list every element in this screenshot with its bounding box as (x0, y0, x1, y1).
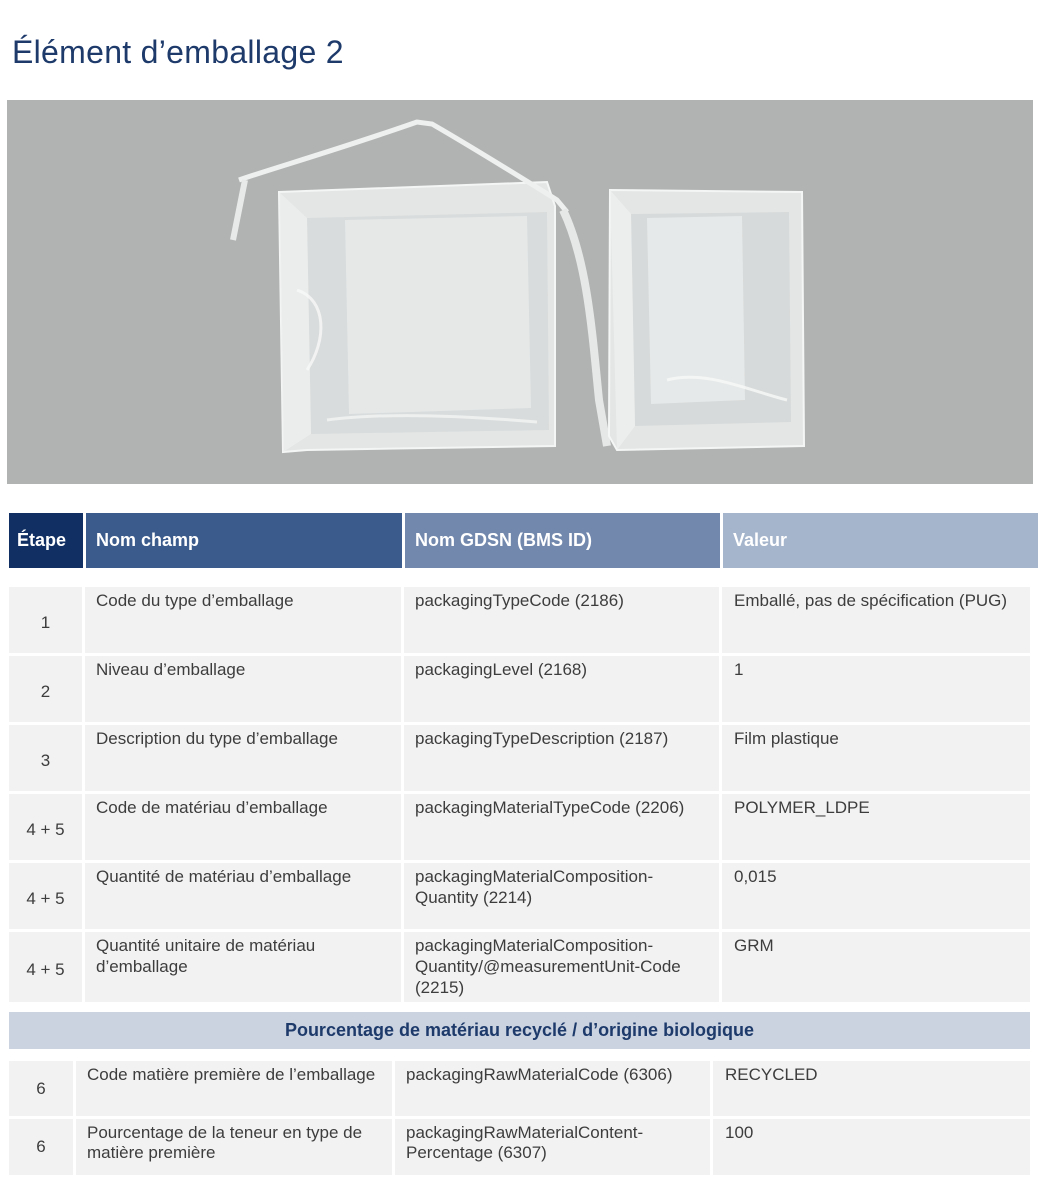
recycled-table (9, 1061, 1030, 1178)
cell-nom-gdsn: packagingMaterialTypeCode (2206) (404, 794, 719, 860)
table-row (9, 863, 1030, 929)
cell-valeur: POLYMER_LDPE (722, 794, 1030, 860)
cell-nom-champ: Code du type d’emballage (85, 587, 401, 653)
table-row (9, 1119, 1030, 1175)
cell-nom-gdsn: packagingRawMaterialContent-Percentage (6307) (395, 1119, 710, 1175)
table-row (9, 587, 1030, 653)
page-title: Élément d’emballage 2 (12, 34, 344, 70)
main-table (9, 587, 1030, 1005)
header-etape: Étape (9, 513, 83, 568)
cell-etape: 1 (9, 587, 82, 653)
cell-valeur: RECYCLED (713, 1061, 1030, 1116)
cell-valeur: Emballé, pas de spécification (PUG) (722, 587, 1030, 653)
cell-valeur: 1 (722, 656, 1030, 722)
header-nom-gdsn: Nom GDSN (BMS ID) (405, 513, 720, 568)
table-row (9, 932, 1030, 1002)
cell-valeur: GRM (722, 932, 1030, 1002)
cell-etape: 6 (9, 1119, 73, 1175)
table-row (9, 1061, 1030, 1116)
plastic-film-packaging-image (7, 100, 1033, 484)
table-row (9, 656, 1030, 722)
cell-etape: 4 + 5 (9, 794, 82, 860)
cell-nom-gdsn: packagingRawMaterialCode (6306) (395, 1061, 710, 1116)
cell-nom-champ: Niveau d’emballage (85, 656, 401, 722)
cell-nom-gdsn: packagingMaterialComposition-Quantity/@measurementUnit-Code (2215) (404, 932, 719, 1002)
cell-nom-gdsn: packagingMaterialComposition-Quantity (2214) (404, 863, 719, 929)
table-header (9, 513, 1038, 568)
cell-etape: 6 (9, 1061, 73, 1116)
cell-nom-champ: Pourcentage de la teneur en type de matière première (76, 1119, 392, 1175)
cell-etape: 2 (9, 656, 82, 722)
cell-nom-champ: Quantité de matériau d’emballage (85, 863, 401, 929)
table-row (9, 725, 1030, 791)
cell-nom-gdsn: packagingTypeCode (2186) (404, 587, 719, 653)
header-nom-champ: Nom champ (86, 513, 402, 568)
cell-etape: 4 + 5 (9, 863, 82, 929)
cell-nom-gdsn: packagingTypeDescription (2187) (404, 725, 719, 791)
cell-etape: 4 + 5 (9, 932, 82, 1002)
cell-nom-champ: Code de matériau d’emballage (85, 794, 401, 860)
cell-valeur: 0,015 (722, 863, 1030, 929)
cell-etape: 3 (9, 725, 82, 791)
header-valeur: Valeur (723, 513, 1038, 568)
cell-nom-gdsn: packagingLevel (2168) (404, 656, 719, 722)
table-row (9, 794, 1030, 860)
cell-nom-champ: Code matière première de l’emballage (76, 1061, 392, 1116)
cell-valeur: Film plastique (722, 725, 1030, 791)
cell-nom-champ: Description du type d’emballage (85, 725, 401, 791)
cell-nom-champ: Quantité unitaire de matériau d’emballage (85, 932, 401, 1002)
section-title: Pourcentage de matériau recyclé / d’origine biologique (9, 1012, 1030, 1049)
cell-valeur: 100 (713, 1119, 1030, 1175)
